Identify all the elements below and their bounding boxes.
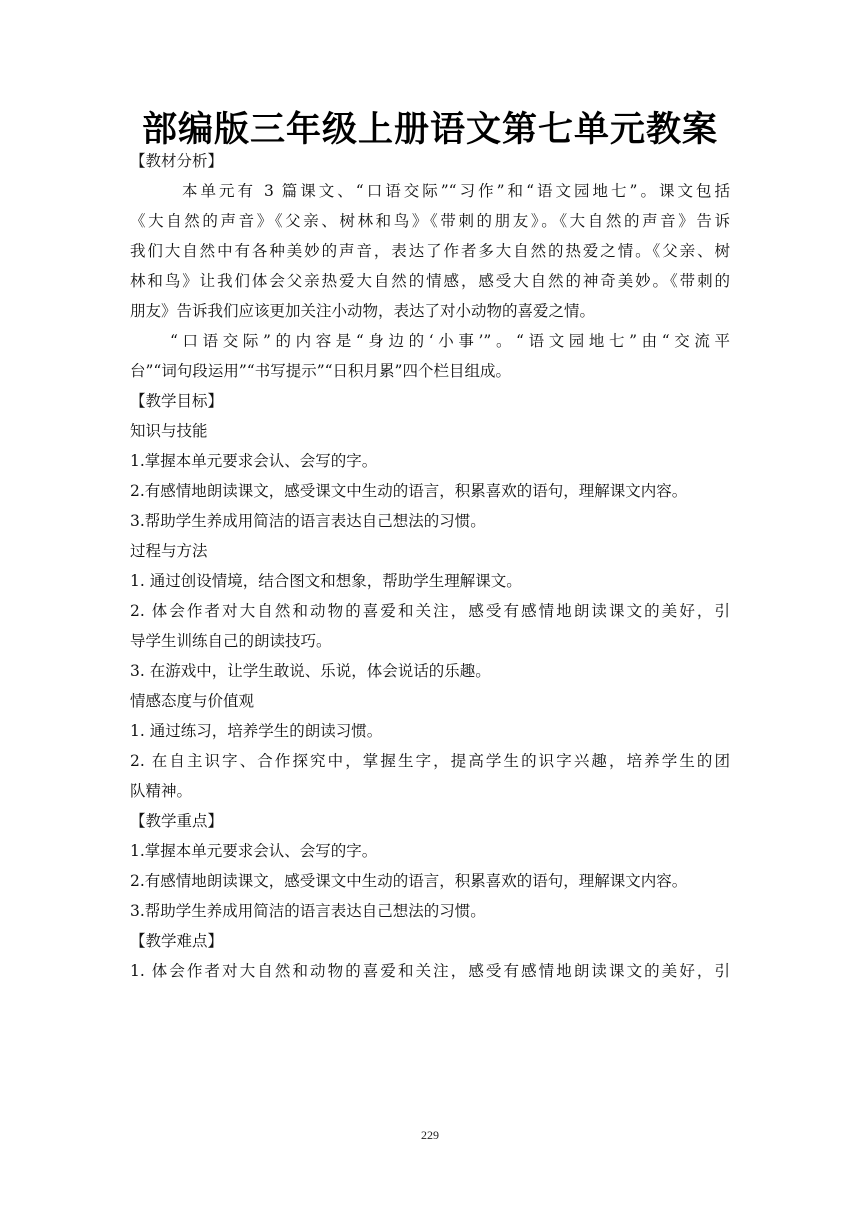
section-heading-difficulties: 【教学难点】 bbox=[130, 932, 224, 950]
list-item-continuation: 队精神。 bbox=[130, 782, 193, 800]
list-item: 1. 通过创设情境，结合图文和想象，帮助学生理解课文。 bbox=[130, 572, 522, 590]
page-number: 229 bbox=[421, 1128, 439, 1142]
list-item: 2. 在自主识字、合作探究中，掌握生字，提高学生的识字兴趣，培养学生的团 bbox=[130, 752, 730, 770]
list-item: 2.有感情地朗读课文，感受课文中生动的语言，积累喜欢的语句，理解课文内容。 bbox=[130, 872, 688, 890]
paragraph-line: 朋友》告诉我们应该更加关注小动物，表达了对小动物的喜爱之情。 bbox=[130, 302, 596, 320]
list-item: 3.帮助学生养成用简洁的语言表达自己想法的习惯。 bbox=[130, 512, 486, 530]
document-title: 部编版三年级上册语文第七单元教案 bbox=[141, 110, 718, 150]
list-item: 1.掌握本单元要求会认、会写的字。 bbox=[130, 842, 378, 860]
paragraph-line: 林和鸟》让我们体会父亲热爱大自然的情感，感受大自然的神奇美妙。《带刺的 bbox=[130, 272, 730, 290]
section-heading-teaching-goals: 【教学目标】 bbox=[130, 392, 224, 410]
paragraph-line: “口语交际”的内容是“身边的‘小事’”。“语文园地七”由“交流平 bbox=[170, 332, 730, 350]
section-heading-key-points: 【教学重点】 bbox=[130, 812, 224, 830]
list-item: 1.掌握本单元要求会认、会写的字。 bbox=[130, 452, 378, 470]
paragraph-line: 台”“词句段运用”“书写提示”“日积月累”四个栏目组成。 bbox=[130, 362, 511, 380]
paragraph-line: 《大自然的声音》《父亲、树林和鸟》《带刺的朋友》。《大自然的声音》告诉 bbox=[130, 212, 730, 230]
section-heading-material-analysis: 【教材分析】 bbox=[130, 152, 224, 170]
list-item: 1. 体会作者对大自然和动物的喜爱和关注，感受有感情地朗读课文的美好，引 bbox=[130, 962, 730, 980]
subheading-knowledge-skills: 知识与技能 bbox=[130, 422, 208, 440]
subheading-attitude-values: 情感态度与价值观 bbox=[130, 692, 255, 710]
document-body bbox=[130, 146, 730, 986]
subheading-process-method: 过程与方法 bbox=[130, 542, 208, 560]
paragraph-line: 我们大自然中有各种美妙的声音，表达了作者多大自然的热爱之情。《父亲、树 bbox=[130, 242, 730, 260]
list-item: 2. 体会作者对大自然和动物的喜爱和关注，感受有感情地朗读课文的美好，引 bbox=[130, 602, 730, 620]
list-item: 2.有感情地朗读课文，感受课文中生动的语言，积累喜欢的语句，理解课文内容。 bbox=[130, 482, 688, 500]
list-item: 1. 通过练习，培养学生的朗读习惯。 bbox=[130, 722, 383, 740]
paragraph-line: 本单元有 3 篇课文、“口语交际”“习作”和“语文园地七”。课文包括 bbox=[182, 182, 730, 200]
list-item-continuation: 导学生训练自己的朗读技巧。 bbox=[130, 632, 332, 650]
list-item: 3. 在游戏中，让学生敢说、乐说，体会说话的乐趣。 bbox=[130, 662, 491, 680]
list-item: 3.帮助学生养成用简洁的语言表达自己想法的习惯。 bbox=[130, 902, 486, 920]
